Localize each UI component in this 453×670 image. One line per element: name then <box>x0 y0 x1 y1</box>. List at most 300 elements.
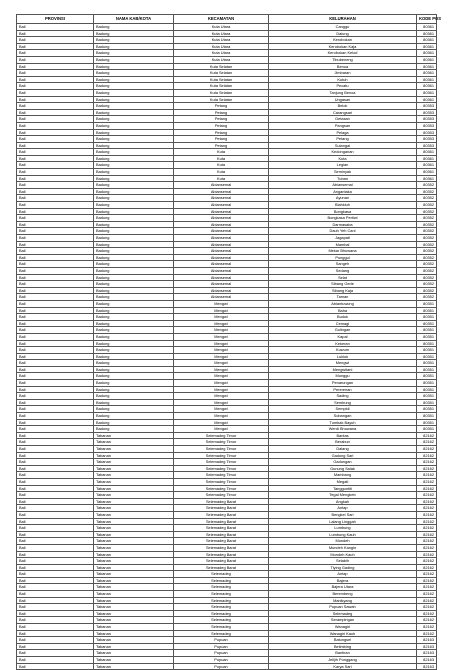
kab-kota-cell: Badung <box>94 287 174 294</box>
kecamatan-cell: Selemadeg Barat <box>174 544 269 551</box>
kode-pos-cell: 80351 <box>417 314 437 321</box>
provinsi-cell: Bali <box>17 83 94 90</box>
table-row <box>17 96 437 103</box>
kode-pos-cell: 80361 <box>417 175 437 182</box>
kode-pos-cell: 80361 <box>417 43 437 50</box>
provinsi-cell: Bali <box>17 188 94 195</box>
provinsi-cell: Bali <box>17 327 94 334</box>
kab-kota-cell: Tabanan <box>94 597 174 604</box>
provinsi-cell: Bali <box>17 129 94 136</box>
kecamatan-cell: Selemadeg Barat <box>174 518 269 525</box>
kode-pos-cell: 80361 <box>417 76 437 83</box>
kelurahan-cell: Pangsan <box>269 122 417 129</box>
provinsi-cell: Bali <box>17 215 94 222</box>
kelurahan-cell: Bantiran <box>269 650 417 657</box>
kode-pos-cell: 80351 <box>417 419 437 426</box>
kecamatan-cell: Mengwi <box>174 300 269 307</box>
postal-code-table <box>16 14 442 670</box>
kab-kota-cell: Tabanan <box>94 643 174 650</box>
kecamatan-cell: Abiansemal <box>174 287 269 294</box>
kab-kota-cell: Tabanan <box>94 498 174 505</box>
kelurahan-cell: Gulingan <box>269 327 417 334</box>
table-row <box>17 584 437 591</box>
kode-pos-cell: 80361 <box>417 162 437 169</box>
header-kelurahan: KELURAHAN <box>269 15 417 24</box>
kelurahan-cell: Bongkasa Pertiwi <box>269 215 417 222</box>
kode-pos-cell: 82162 <box>417 624 437 631</box>
provinsi-cell: Bali <box>17 610 94 617</box>
kode-pos-cell: 82162 <box>417 511 437 518</box>
kecamatan-cell: Abiansemal <box>174 241 269 248</box>
table-row <box>17 267 437 274</box>
kelurahan-cell: Gadungan <box>269 459 417 466</box>
provinsi-cell: Bali <box>17 584 94 591</box>
kode-pos-cell: 82162 <box>417 472 437 479</box>
provinsi-cell: Bali <box>17 333 94 340</box>
kode-pos-cell: 80361 <box>417 63 437 70</box>
provinsi-cell: Bali <box>17 56 94 63</box>
kode-pos-cell: 80353 <box>417 142 437 149</box>
kab-kota-cell: Tabanan <box>94 531 174 538</box>
kab-kota-cell: Badung <box>94 228 174 235</box>
provinsi-cell: Bali <box>17 399 94 406</box>
kode-pos-cell: 82162 <box>417 478 437 485</box>
kelurahan-cell: Baha <box>269 307 417 314</box>
table-row <box>17 511 437 518</box>
kode-pos-cell: 80361 <box>417 83 437 90</box>
kab-kota-cell: Tabanan <box>94 617 174 624</box>
table-row <box>17 657 437 664</box>
kecamatan-cell: Selemadeg <box>174 577 269 584</box>
kelurahan-cell: Mengwitani <box>269 366 417 373</box>
table-row <box>17 320 437 327</box>
kab-kota-cell: Tabanan <box>94 584 174 591</box>
kode-pos-cell: 82162 <box>417 551 437 558</box>
kecamatan-cell: Kuta Selatan <box>174 76 269 83</box>
kelurahan-cell: Mundeh <box>269 538 417 545</box>
kode-pos-cell: 82162 <box>417 538 437 545</box>
kab-kota-cell: Badung <box>94 50 174 57</box>
kode-pos-cell: 80353 <box>417 136 437 143</box>
kab-kota-cell: Badung <box>94 136 174 143</box>
kelurahan-cell: Kedonganan <box>269 149 417 156</box>
table-row <box>17 591 437 598</box>
kode-pos-cell: 82162 <box>417 577 437 584</box>
kab-kota-cell: Badung <box>94 235 174 242</box>
kab-kota-cell: Tabanan <box>94 525 174 532</box>
header-nama-kab-kota: NAMA KAB/KOTA <box>94 15 174 24</box>
kelurahan-cell: Berabun <box>269 439 417 446</box>
kab-kota-cell: Tabanan <box>94 657 174 664</box>
kelurahan-cell: Antap <box>269 505 417 512</box>
provinsi-cell: Bali <box>17 597 94 604</box>
kelurahan-cell: Tegal Mengkeb <box>269 492 417 499</box>
kelurahan-cell: Buduk <box>269 314 417 321</box>
provinsi-cell: Bali <box>17 175 94 182</box>
kode-pos-cell: 80351 <box>417 380 437 387</box>
kelurahan-cell: Bantas <box>269 432 417 439</box>
kab-kota-cell: Tabanan <box>94 538 174 545</box>
kelurahan-cell: Berembeng <box>269 591 417 598</box>
table-row <box>17 221 437 228</box>
kode-pos-cell: 80352 <box>417 215 437 222</box>
kode-pos-cell: 80351 <box>417 426 437 433</box>
kelurahan-cell: Carangsari <box>269 109 417 116</box>
kode-pos-cell: 80352 <box>417 195 437 202</box>
kecamatan-cell: Mengwi <box>174 320 269 327</box>
table-row <box>17 169 437 176</box>
kode-pos-cell: 80352 <box>417 188 437 195</box>
table-row <box>17 459 437 466</box>
kelurahan-cell: Tibubeneng <box>269 56 417 63</box>
provinsi-cell: Bali <box>17 511 94 518</box>
table-row <box>17 142 437 149</box>
kecamatan-cell: Selemadeg Timur <box>174 446 269 453</box>
kelurahan-cell: Darmasaba <box>269 221 417 228</box>
kode-pos-cell: 80361 <box>417 70 437 77</box>
kelurahan-cell: Werdi Bhuwana <box>269 426 417 433</box>
table-row <box>17 637 437 644</box>
kecamatan-cell: Abiansemal <box>174 202 269 209</box>
kab-kota-cell: Badung <box>94 37 174 44</box>
kab-kota-cell: Badung <box>94 241 174 248</box>
table-row <box>17 604 437 611</box>
kab-kota-cell: Tabanan <box>94 446 174 453</box>
kab-kota-cell: Badung <box>94 340 174 347</box>
provinsi-cell: Bali <box>17 630 94 637</box>
kelurahan-cell: Seminyak <box>269 169 417 176</box>
table-row <box>17 373 437 380</box>
kode-pos-cell: 82162 <box>417 446 437 453</box>
kelurahan-cell: Tuban <box>269 175 417 182</box>
provinsi-cell: Bali <box>17 202 94 209</box>
kecamatan-cell: Kuta <box>174 169 269 176</box>
kode-pos-cell: 82162 <box>417 459 437 466</box>
kecamatan-cell: Selemadeg Timur <box>174 452 269 459</box>
provinsi-cell: Bali <box>17 307 94 314</box>
kelurahan-cell: Mekar Bhuwana <box>269 248 417 255</box>
kecamatan-cell: Kuta Utara <box>174 50 269 57</box>
provinsi-cell: Bali <box>17 551 94 558</box>
provinsi-cell: Bali <box>17 287 94 294</box>
kode-pos-cell: 80351 <box>417 333 437 340</box>
kab-kota-cell: Badung <box>94 149 174 156</box>
kelurahan-cell: Sempidi <box>269 406 417 413</box>
kecamatan-cell: Selemadeg Timur <box>174 439 269 446</box>
kecamatan-cell: Selemadeg Timur <box>174 459 269 466</box>
kode-pos-cell: 82162 <box>417 630 437 637</box>
kecamatan-cell: Mengwi <box>174 314 269 321</box>
kelurahan-cell: Wanagiri <box>269 624 417 631</box>
kelurahan-cell: Ayunan <box>269 195 417 202</box>
kelurahan-cell: Tangguntiti <box>269 485 417 492</box>
kode-pos-cell: 80361 <box>417 155 437 162</box>
provinsi-cell: Bali <box>17 650 94 657</box>
kode-pos-cell: 82162 <box>417 439 437 446</box>
provinsi-cell: Bali <box>17 544 94 551</box>
kode-pos-cell: 82163 <box>417 657 437 664</box>
kelurahan-cell: Megati <box>269 478 417 485</box>
table-row <box>17 446 437 453</box>
table-row <box>17 498 437 505</box>
kelurahan-cell: Antap <box>269 571 417 578</box>
kecamatan-cell: Mengwi <box>174 386 269 393</box>
kecamatan-cell: Kuta Utara <box>174 30 269 37</box>
table-row <box>17 43 437 50</box>
provinsi-cell: Bali <box>17 109 94 116</box>
table-row <box>17 538 437 545</box>
provinsi-cell: Bali <box>17 347 94 354</box>
provinsi-cell: Bali <box>17 24 94 31</box>
kelurahan-cell: Tumbak Bayuh <box>269 419 417 426</box>
kecamatan-cell: Kuta Selatan <box>174 96 269 103</box>
provinsi-cell: Bali <box>17 142 94 149</box>
kab-kota-cell: Tabanan <box>94 518 174 525</box>
header-kecamatan: KECAMATAN <box>174 15 269 24</box>
kode-pos-cell: 80351 <box>417 366 437 373</box>
kab-kota-cell: Badung <box>94 116 174 123</box>
table-row <box>17 254 437 261</box>
kab-kota-cell: Tabanan <box>94 452 174 459</box>
table-row <box>17 485 437 492</box>
kode-pos-cell: 82162 <box>417 558 437 565</box>
provinsi-cell: Bali <box>17 393 94 400</box>
provinsi-cell: Bali <box>17 446 94 453</box>
provinsi-cell: Bali <box>17 76 94 83</box>
provinsi-cell: Bali <box>17 366 94 373</box>
provinsi-cell: Bali <box>17 235 94 242</box>
kab-kota-cell: Tabanan <box>94 511 174 518</box>
provinsi-cell: Bali <box>17 261 94 268</box>
kelurahan-cell: Mundeh Kauh <box>269 551 417 558</box>
kelurahan-cell: Mambang <box>269 472 417 479</box>
provinsi-cell: Bali <box>17 149 94 156</box>
table-row <box>17 281 437 288</box>
kecamatan-cell: Selemadeg Barat <box>174 505 269 512</box>
kecamatan-cell: Pupuan <box>174 650 269 657</box>
kode-pos-cell: 80361 <box>417 56 437 63</box>
kecamatan-cell: Petang <box>174 136 269 143</box>
table-row <box>17 37 437 44</box>
kode-pos-cell: 82162 <box>417 584 437 591</box>
kode-pos-cell: 80351 <box>417 340 437 347</box>
kode-pos-cell: 80361 <box>417 149 437 156</box>
kelurahan-cell: Pererenan <box>269 386 417 393</box>
kab-kota-cell: Badung <box>94 83 174 90</box>
kecamatan-cell: Abiansemal <box>174 215 269 222</box>
provinsi-cell: Bali <box>17 162 94 169</box>
kab-kota-cell: Badung <box>94 399 174 406</box>
kab-kota-cell: Badung <box>94 413 174 420</box>
table-row <box>17 551 437 558</box>
provinsi-cell: Bali <box>17 30 94 37</box>
table-row <box>17 439 437 446</box>
table-row <box>17 630 437 637</box>
table-row <box>17 129 437 136</box>
provinsi-cell: Bali <box>17 320 94 327</box>
kab-kota-cell: Tabanan <box>94 630 174 637</box>
kode-pos-cell: 80351 <box>417 386 437 393</box>
table-row <box>17 564 437 571</box>
kab-kota-cell: Tabanan <box>94 472 174 479</box>
kode-pos-cell: 80352 <box>417 208 437 215</box>
kab-kota-cell: Badung <box>94 129 174 136</box>
kode-pos-cell: 80351 <box>417 347 437 354</box>
kode-pos-cell: 80352 <box>417 261 437 268</box>
table-row <box>17 366 437 373</box>
kecamatan-cell: Abiansemal <box>174 188 269 195</box>
kelurahan-cell: Batungsel <box>269 637 417 644</box>
kecamatan-cell: Selemadeg <box>174 597 269 604</box>
table-row <box>17 380 437 387</box>
kode-pos-cell: 82162 <box>417 531 437 538</box>
table-row <box>17 478 437 485</box>
kecamatan-cell: Selemadeg Timur <box>174 478 269 485</box>
provinsi-cell: Bali <box>17 228 94 235</box>
kode-pos-cell: 82162 <box>417 571 437 578</box>
kab-kota-cell: Tabanan <box>94 663 174 670</box>
kecamatan-cell: Selemadeg Barat <box>174 498 269 505</box>
table-row <box>17 525 437 532</box>
kelurahan-cell: Selemadeg <box>269 610 417 617</box>
kab-kota-cell: Tabanan <box>94 624 174 631</box>
kab-kota-cell: Badung <box>94 175 174 182</box>
kode-pos-cell: 80352 <box>417 235 437 242</box>
kelurahan-cell: Lukluk <box>269 353 417 360</box>
kode-pos-cell: 80361 <box>417 50 437 57</box>
kelurahan-cell: Gadung Sari <box>269 452 417 459</box>
kode-pos-cell: 80353 <box>417 103 437 110</box>
table-body <box>17 24 437 670</box>
kecamatan-cell: Kuta <box>174 162 269 169</box>
provinsi-cell: Bali <box>17 103 94 110</box>
provinsi-cell: Bali <box>17 571 94 578</box>
kecamatan-cell: Selemadeg Barat <box>174 525 269 532</box>
kode-pos-cell: 80352 <box>417 254 437 261</box>
kecamatan-cell: Kuta <box>174 155 269 162</box>
header-row <box>17 15 437 24</box>
kode-pos-cell: 82162 <box>417 525 437 532</box>
kecamatan-cell: Mengwi <box>174 426 269 433</box>
kecamatan-cell: Petang <box>174 116 269 123</box>
kab-kota-cell: Badung <box>94 294 174 301</box>
kab-kota-cell: Badung <box>94 254 174 261</box>
kecamatan-cell: Selemadeg <box>174 624 269 631</box>
kecamatan-cell: Selemadeg <box>174 571 269 578</box>
kecamatan-cell: Abiansemal <box>174 281 269 288</box>
provinsi-cell: Bali <box>17 564 94 571</box>
table-row <box>17 505 437 512</box>
kab-kota-cell: Badung <box>94 202 174 209</box>
provinsi-cell: Bali <box>17 643 94 650</box>
table-row <box>17 215 437 222</box>
table-row <box>17 386 437 393</box>
kelurahan-cell: Canggu <box>269 24 417 31</box>
kelurahan-cell: Dauh Yeh Cani <box>269 228 417 235</box>
provinsi-cell: Bali <box>17 386 94 393</box>
provinsi-cell: Bali <box>17 452 94 459</box>
kelurahan-cell: Sobangan <box>269 413 417 420</box>
table-row <box>17 76 437 83</box>
provinsi-cell: Bali <box>17 195 94 202</box>
kelurahan-cell: Ungasan <box>269 96 417 103</box>
kode-pos-cell: 80361 <box>417 24 437 31</box>
kode-pos-cell: 80361 <box>417 96 437 103</box>
kode-pos-cell: 80361 <box>417 89 437 96</box>
kode-pos-cell: 80352 <box>417 228 437 235</box>
kab-kota-cell: Badung <box>94 188 174 195</box>
kecamatan-cell: Abiansemal <box>174 195 269 202</box>
kode-pos-cell: 80351 <box>417 353 437 360</box>
kode-pos-cell: 80353 <box>417 129 437 136</box>
kab-kota-cell: Badung <box>94 24 174 31</box>
provinsi-cell: Bali <box>17 380 94 387</box>
kecamatan-cell: Abiansemal <box>174 274 269 281</box>
kode-pos-cell: 80351 <box>417 393 437 400</box>
kecamatan-cell: Kuta Utara <box>174 43 269 50</box>
table-row <box>17 340 437 347</box>
kecamatan-cell: Selemadeg Barat <box>174 531 269 538</box>
provinsi-cell: Bali <box>17 122 94 129</box>
kecamatan-cell: Selemadeg Timur <box>174 432 269 439</box>
kecamatan-cell: Selemadeg Timur <box>174 485 269 492</box>
kecamatan-cell: Mengwi <box>174 327 269 334</box>
kab-kota-cell: Tabanan <box>94 604 174 611</box>
table-row <box>17 70 437 77</box>
kab-kota-cell: Tabanan <box>94 571 174 578</box>
kab-kota-cell: Badung <box>94 30 174 37</box>
kab-kota-cell: Badung <box>94 43 174 50</box>
kecamatan-cell: Pupuan <box>174 663 269 670</box>
kode-pos-cell: 80352 <box>417 281 437 288</box>
table-row <box>17 472 437 479</box>
kab-kota-cell: Badung <box>94 347 174 354</box>
provinsi-cell: Bali <box>17 525 94 532</box>
kode-pos-cell: 80352 <box>417 287 437 294</box>
kelurahan-cell: Belimbing <box>269 643 417 650</box>
provinsi-cell: Bali <box>17 577 94 584</box>
kelurahan-cell: Taman <box>269 294 417 301</box>
table-row <box>17 650 437 657</box>
kelurahan-cell: Jagapati <box>269 235 417 242</box>
table-row <box>17 300 437 307</box>
kelurahan-cell: Abiansemal <box>269 182 417 189</box>
provinsi-cell: Bali <box>17 37 94 44</box>
provinsi-cell: Bali <box>17 657 94 664</box>
kelurahan-cell: Punggul <box>269 254 417 261</box>
kab-kota-cell: Badung <box>94 353 174 360</box>
kecamatan-cell: Kuta <box>174 175 269 182</box>
kelurahan-cell: Pupuan Sawah <box>269 604 417 611</box>
kode-pos-cell: 80361 <box>417 169 437 176</box>
kelurahan-cell: Tanjung Benoa <box>269 89 417 96</box>
kecamatan-cell: Abiansemal <box>174 254 269 261</box>
kode-pos-cell: 82163 <box>417 643 437 650</box>
table-row <box>17 406 437 413</box>
provinsi-cell: Bali <box>17 465 94 472</box>
kab-kota-cell: Tabanan <box>94 505 174 512</box>
kab-kota-cell: Tabanan <box>94 650 174 657</box>
provinsi-cell: Bali <box>17 459 94 466</box>
provinsi-cell: Bali <box>17 208 94 215</box>
kelurahan-cell: Karya Sari <box>269 663 417 670</box>
kode-pos-cell: 82162 <box>417 518 437 525</box>
table-row <box>17 241 437 248</box>
kab-kota-cell: Badung <box>94 70 174 77</box>
kelurahan-cell: Bongkasa <box>269 208 417 215</box>
provinsi-cell: Bali <box>17 498 94 505</box>
kab-kota-cell: Badung <box>94 320 174 327</box>
